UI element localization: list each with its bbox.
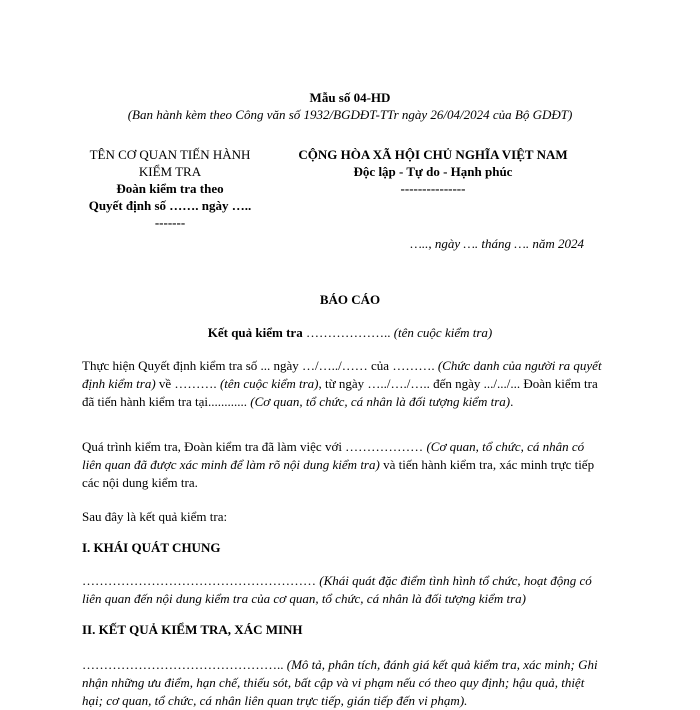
nation-block xyxy=(268,146,598,197)
section-2-body xyxy=(82,656,602,710)
nation-name: CỘNG HÒA XÃ HỘI CHỦ NGHĨA VIỆT NAM xyxy=(298,147,568,162)
section-2-heading: II. KẾT QUẢ KIỂM TRA, XÁC MINH xyxy=(82,622,303,637)
date-line: ….., ngày …. tháng …. năm 2024 xyxy=(410,236,584,251)
left-header-rule: ------- xyxy=(154,215,186,230)
agency-name-line2: KIỂM TRA xyxy=(138,164,202,179)
section-1-heading: I. KHÁI QUÁT CHUNG xyxy=(82,540,221,555)
para1-text2: về ………. xyxy=(155,376,220,391)
para1-italic1: (Chức danh của người ra quyết định kiểm tra) xyxy=(82,358,602,391)
paragraph-decision xyxy=(82,357,602,411)
section-1-body xyxy=(82,572,602,608)
section-2-italic: (Mô tả, phân tích, đánh giá kết quả kiểm tra, xác minh; Ghi nhận những ưu điểm, hạn chế, thiếu sót, bất cập và vi phạm nếu có theo quy định; hậu quả, thiệt hại; cơ quan, tổ chức, cá nhân liên quan trực tiếp, gián tiếp đến vi phạm). xyxy=(82,657,598,708)
subtitle-bold: Kết quả kiểm tra xyxy=(207,325,303,340)
para1-italic2: (tên cuộc kiểm tra) xyxy=(219,376,319,391)
team-line1: Đoàn kiểm tra theo xyxy=(116,181,224,196)
para1-italic3: (Cơ quan, tổ chức, cá nhân là đối tượng kiểm tra) xyxy=(250,394,511,409)
para1-text4: . xyxy=(510,394,514,409)
subtitle-dots: ……………….. xyxy=(302,325,394,340)
section-1-italic: (Khái quát đặc điểm tình hình tổ chức, hoạt động có liên quan đến nội dung kiểm tra của cơ quan, tổ chức, cá nhân là đối tượng kiểm tra) xyxy=(82,573,592,606)
para1-text3: , từ ngày …../…./….. đến ngày .../.../... Đoàn kiểm tra đã tiến hành kiểm tra tại............ xyxy=(82,376,598,409)
paragraph-process xyxy=(82,438,602,492)
para1-text1: Thực hiện Quyết định kiểm tra số ... ngày …/…../…… của ………. xyxy=(82,358,438,373)
para2-text1: Quá trình kiểm tra, Đoàn kiểm tra đã làm việc với ……………… xyxy=(82,439,427,454)
right-header-rule: --------------- xyxy=(400,181,466,196)
report-subtitle xyxy=(0,325,700,341)
subtitle-italic: (tên cuộc kiểm tra) xyxy=(393,325,493,340)
form-number: Mẫu số 04-HD xyxy=(309,90,391,105)
form-issued-note: (Ban hành kèm theo Công văn số 1932/BGDĐT-TTr ngày 26/04/2024 của Bộ GDĐT) xyxy=(127,107,573,122)
report-title: BÁO CÁO xyxy=(319,292,381,307)
para2-text2: và tiến hành kiểm tra, xác minh trực tiếp các nội dung kiểm tra. xyxy=(82,457,595,490)
section-2-dots: ……………………………………….. xyxy=(82,657,287,672)
agency-block xyxy=(70,146,270,231)
agency-name-line1: TÊN CƠ QUAN TIẾN HÀNH xyxy=(89,147,251,162)
para2-italic1: (Cơ quan, tổ chức, cá nhân có liên quan đã được xác minh để làm rõ nội dung kiểm tra) xyxy=(82,439,585,472)
paragraph-results-intro: Sau đây là kết quả kiểm tra: xyxy=(82,509,228,524)
nation-motto: Độc lập - Tự do - Hạnh phúc xyxy=(353,164,513,179)
section-1-dots: ……………………………………………… xyxy=(82,573,320,588)
team-line2: Quyết định số ……. ngày ….. xyxy=(88,198,252,213)
